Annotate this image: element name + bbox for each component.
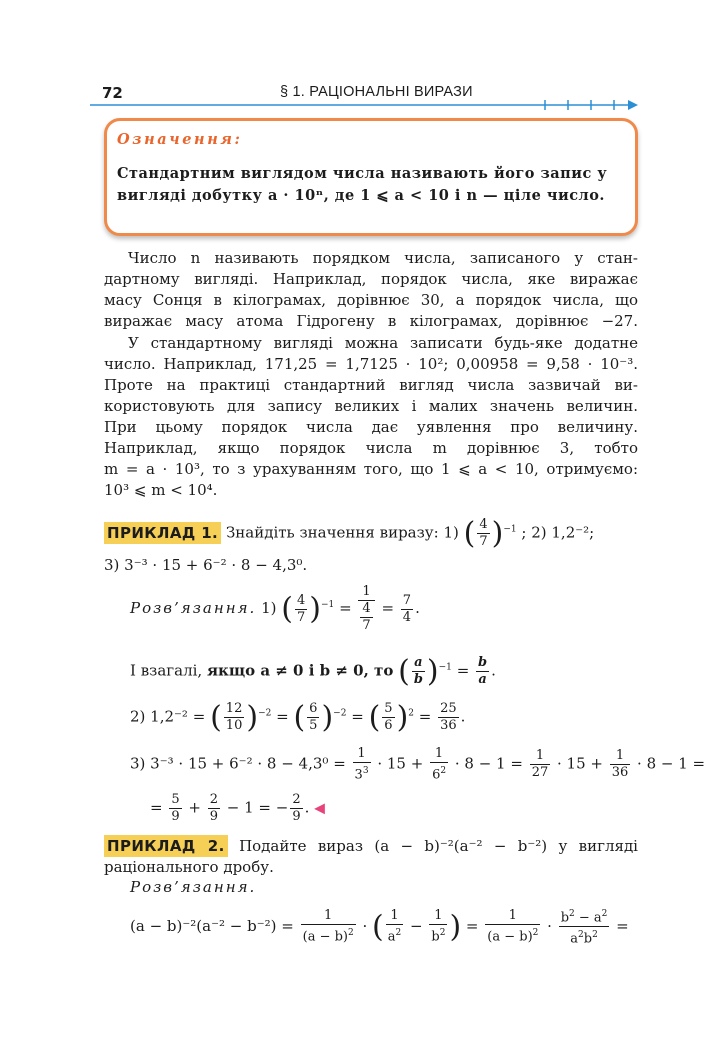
example2-solution-title: Розв’язання.: [130, 878, 257, 896]
definition-box: [104, 118, 638, 236]
rule-prefix: І взагалі,: [130, 661, 203, 680]
example1-task-part2: ; 2) 1,2⁻²;: [521, 523, 595, 542]
text-line: При цьому порядок числа дає уявлення про величину.: [104, 418, 638, 436]
definition-title: Означення:: [117, 131, 243, 148]
example1-step3: 3) 3⁻³ · 15 + 6⁻² · 8 − 4,3⁰ = $\frac{1}{3^3}$ · 15 + $\frac{1}{6^2}$ · 8 − 1 = $\frac{1}{27}$ · 15 + $\frac{1}{36}$ · 8 − 1 =: [130, 746, 705, 783]
solution-title: Розв’язання.: [130, 599, 257, 617]
page-header: [90, 82, 650, 112]
example2-task-line2: раціонального дробу.: [104, 858, 274, 876]
example2-label: ПРИКЛАД 2.: [104, 835, 228, 857]
example2-task-line1: Подайте вираз (a − b)⁻²(a⁻² − b⁻²) у вигляді: [239, 837, 638, 855]
example2-task: [104, 836, 638, 878]
example1-task: ПРИКЛАД 1. Знайдіть значення виразу: 1) ( $\frac{4}{7}$ )$^{-1}$ ; 2) 1,2⁻²;: [104, 516, 594, 551]
general-rule: І взагалі, якщо a ≠ 0 і b ≠ 0, то ( $\frac{a}{b}$ )$^{-1}$ = $\frac{b}{a}$ .: [130, 654, 496, 689]
step3-prefix: 3) 3⁻³ · 15 + 6⁻² · 8 − 4,3⁰ =: [130, 754, 346, 773]
chapter-title: § 1. РАЦІОНАЛЬНІ ВИРАЗИ: [280, 84, 473, 100]
text-line: Проте на практиці стандартний вигляд числа зазвичай ви-: [104, 376, 638, 394]
example2-expr-prefix: (a − b)⁻²(a⁻² − b⁻²) =: [130, 916, 294, 935]
example1-step3-result: = $\frac{5}{9}$ + $\frac{2}{9}$ − 1 = − $\frac{2}{9}$ . ◀: [150, 792, 325, 824]
text-line: користовують для запису великих і малих значень величин.: [104, 397, 638, 415]
text-line: дартному вигляді. Наприклад, порядок числа, яке виражає: [104, 270, 638, 288]
example1-step2: 2) 1,2⁻² = ( $\frac{12}{10}$ )$^{-2}$ = ( $\frac{6}{5}$ )$^{-2}$ = ( $\frac{5}{6}$ )$^2$ = $\frac{25}{36}$ .: [130, 700, 466, 735]
header-rule: [90, 98, 650, 112]
example1-step1: Розв’язання. 1) ( $\frac{4}{7}$ )$^{-1}$ = $\frac{1}{\frac{4}{7}}$ = $\frac{7}{4}$ .: [130, 584, 420, 633]
paragraph-order: [104, 248, 638, 332]
example2-expression: (a − b)⁻²(a⁻² − b⁻²) = $\frac{1}{(a - b)^2}$ · ( $\frac{1}{a^2}$ − $\frac{1}{b^2}$ ) = $\frac{1}{(a - b)^2}$ · $\frac{b^2 - a^2}{a^2b^2}$ =: [130, 906, 629, 948]
text-line: У стандартному вигляді можна записати будь-яке додатне: [128, 334, 638, 352]
step2-prefix: 2) 1,2⁻² =: [130, 707, 206, 726]
text-line: m = a · 10³, то з урахуванням того, що 1 ⩽ a < 10, отримуємо:: [104, 460, 638, 478]
text-line: число. Наприклад, 171,25 = 1,7125 · 10²; 0,00958 = 9,58 · 10⁻³.: [104, 355, 638, 373]
example1-label: ПРИКЛАД 1.: [104, 522, 221, 544]
text-line: масу Сонця в кілограмах, дорівнює 30, а порядок числа, що: [104, 291, 638, 309]
text-line: Число n називають порядком числа, записаного у стан-: [128, 249, 638, 267]
rule-bold: якщо a ≠ 0 і b ≠ 0, то: [206, 661, 394, 680]
text-line: 10³ ⩽ m < 10⁴.: [104, 481, 218, 499]
text-line: виражає масу атома Гідрогену в кілограмах, дорівнює −27.: [104, 312, 638, 330]
paragraph-standard-form: [104, 333, 638, 501]
example1-task-text: Знайдіть значення виразу: 1): [225, 523, 459, 542]
example1-task-part3: 3) 3⁻³ · 15 + 6⁻² · 8 − 4,3⁰.: [104, 556, 308, 574]
page-number: 72: [102, 84, 123, 102]
definition-text: Стандартним виглядом числа називають його запис у вигляді добутку a · 10ⁿ, де 1 ⩽ a < 10 і n — ціле число.: [117, 165, 608, 204]
end-of-solution-icon: ◀: [314, 800, 325, 817]
step1-prefix: 1): [261, 599, 277, 617]
text-line: Наприклад, якщо порядок числа m дорівнює 3, тобто: [104, 439, 638, 457]
